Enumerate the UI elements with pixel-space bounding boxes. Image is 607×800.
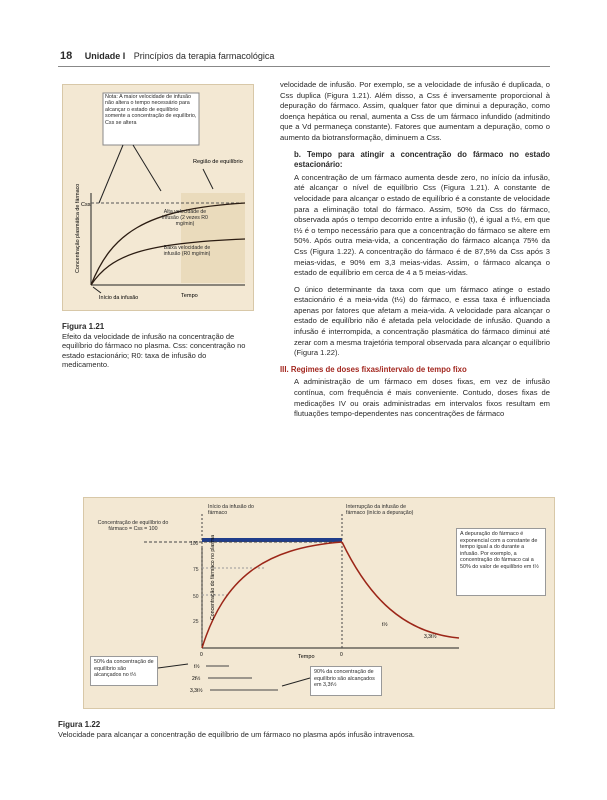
note-90-arrow	[282, 678, 310, 686]
figure-1-22-caption-title: Figura 1.22	[58, 720, 101, 729]
x-ticks	[190, 663, 203, 694]
x-tick-2: 2t½	[192, 676, 201, 682]
y-tick-75: 75	[193, 567, 199, 573]
heading-b: b. Tempo para atingir a concentração do fármaco no estado estacionário:	[294, 149, 550, 170]
decay-curve	[342, 542, 459, 638]
figure-1-21-caption	[62, 322, 252, 370]
note-90: 90% da concentração de equilíbrio são alcançados em 3,3t½	[310, 666, 382, 696]
paragraph-c: O único determinante da taxa com que um fármaco atinge o estado estacionário é a meia-vida (t½) do fármaco, e essa taxa é influenciada apenas por fatores que afetam a meia-vida. A velocidade para alcançar o estado de equilíbrio não é afetada pela velocidade de infusão. Quando a infusão é interrompida, a concentração plasmática do fármaco diminui até zerar com a mesma trajetória temporal observada para alcançar o equilíbrio (Figura 1.22).	[294, 284, 550, 358]
figure-1-22-graph	[84, 498, 554, 708]
note-decay: A depuração do fármaco é exponencial com a constante de tempo igual a do durante a infusão. Por exemplo, a concentração do fármaco cai a 50% do valor de equilíbrio em t½	[456, 528, 546, 596]
start-label: Início da infusão do fármaco	[208, 504, 254, 517]
low-rate-label: Baixa velocidade de infusão (R0 mg/min)	[163, 245, 211, 257]
zero-label-2: 0	[340, 652, 343, 658]
high-rate-label: Alta velocidade de infusão (2 vezes R0 mg/min)	[162, 209, 208, 227]
start-label: Início da infusão	[99, 295, 139, 301]
figure-1-21-caption-title: Figura 1.21	[62, 322, 105, 331]
x-axis-label: Tempo	[181, 293, 198, 299]
y-axis-label: Concentração do fármaco no plasma	[210, 534, 216, 620]
y-ticks	[190, 541, 199, 625]
region-label: Região de equilíbrio	[193, 159, 243, 165]
x-tick-3: 3,3t½	[190, 688, 203, 694]
figure-1-22-caption	[58, 720, 550, 739]
stop-label: Interrupção da infusão de fármaco (início a depuração)	[346, 504, 414, 517]
note-50: 50% da concentração de equilíbrio são alcançados no t½	[90, 656, 158, 686]
y-tick-50: 50	[193, 594, 199, 600]
decay-tick-2: 3,3t½	[424, 634, 437, 640]
x-tick-1: t½	[194, 664, 200, 670]
unit-title: Princípios da terapia farmacológica	[133, 51, 275, 61]
css-label: Css	[81, 202, 91, 208]
heading-iii: III. Regimes de doses fixas/intervalo de tempo fixo	[280, 364, 467, 374]
figure-1-22	[83, 497, 555, 709]
paragraph-iii: A administração de um fármaco em doses fixas, em vez de infusão contínua, com frequência é mais conveniente. Contudo, doses fixas de medicações IV ou orais administradas em intervalos fixos resultam em flutuações tempo-dependentes nas concentrações de fármaco	[294, 377, 550, 419]
paragraph-b: A concentração de um fármaco aumenta desde zero, no início da infusão, até alcançar o nível de equilíbrio Css (Figura 1.21). A constante de velocidade para alcançar o estado de equilíbrio é a constante de velocidade para a eliminação total do fármaco. Assim, 50% da Css do fármaco, observada após o tempo decorrido entre a infusão (t), é igual a t½, em que t½ é o tempo necessário para que a concentração do fármaco se altere em 50%. Após outra meia-vida, a concentração do fármaco alcança 75% da Css (Figura 1.22). A concentração do fármaco é de 87,5% da Css após 3 meias-vidas, e 90% em 3,3 meias-vidas. Assim, o fármaco alcança o estado de equilíbrio em cerca de 4 a 5 meias-vidas.	[294, 172, 550, 278]
figure-1-21-caption-text: Efeito da velocidade de infusão na concentração de equilíbrio do fármaco no plasma. Css: concentração no estado estacionário; R0: taxa de infusão do medicamento.	[62, 331, 246, 369]
page-number: 18	[60, 50, 73, 62]
y-tick-100: 100	[190, 541, 199, 547]
y-tick-25: 25	[193, 619, 199, 625]
decay-tick-1: t½	[382, 622, 388, 628]
header-rule	[58, 66, 550, 67]
note-text: Nota: A maior velocidade de infusão não altera o tempo necessário para alcançar o estado de equilíbrio somente a concentração de equilíbrio, Css se altera	[105, 94, 197, 126]
y-axis-label: Concentração plasmática de fármaco	[75, 183, 81, 273]
infusion-bar	[202, 538, 342, 542]
note-50-arrow	[158, 664, 188, 668]
section-b	[280, 150, 550, 359]
paragraph-1: velocidade de infusão. Por exemplo, se a velocidade de infusão é duplicada, o Css duplica (Figura 1.21). Além disso, a Css é inversamente proporcional à depuração do fármaco. Assim, qualquer fator que diminui a depuração, como doença hepática ou renal, aumenta a Css de um fármaco infundido (admitindo que a Vd permaneça constante). Fatores que aumentam a depuração, como o aumento da biotransformação, diminuem a Css.	[280, 80, 550, 142]
page-header	[60, 50, 560, 62]
css-label: Concentração de equilíbrio do fármaco = Css = 100	[97, 520, 169, 533]
unit-label: Unidade I	[84, 51, 126, 61]
zero-label: 0	[200, 652, 203, 658]
body-column	[280, 80, 550, 426]
figure-1-21-graph	[63, 85, 253, 310]
figure-1-22-caption-text: Velocidade para alcançar a concentração de equilíbrio de um fármaco no plasma após infusão intravenosa.	[58, 729, 415, 739]
figure-1-21	[62, 84, 254, 311]
x-axis-label: Tempo	[298, 654, 315, 660]
